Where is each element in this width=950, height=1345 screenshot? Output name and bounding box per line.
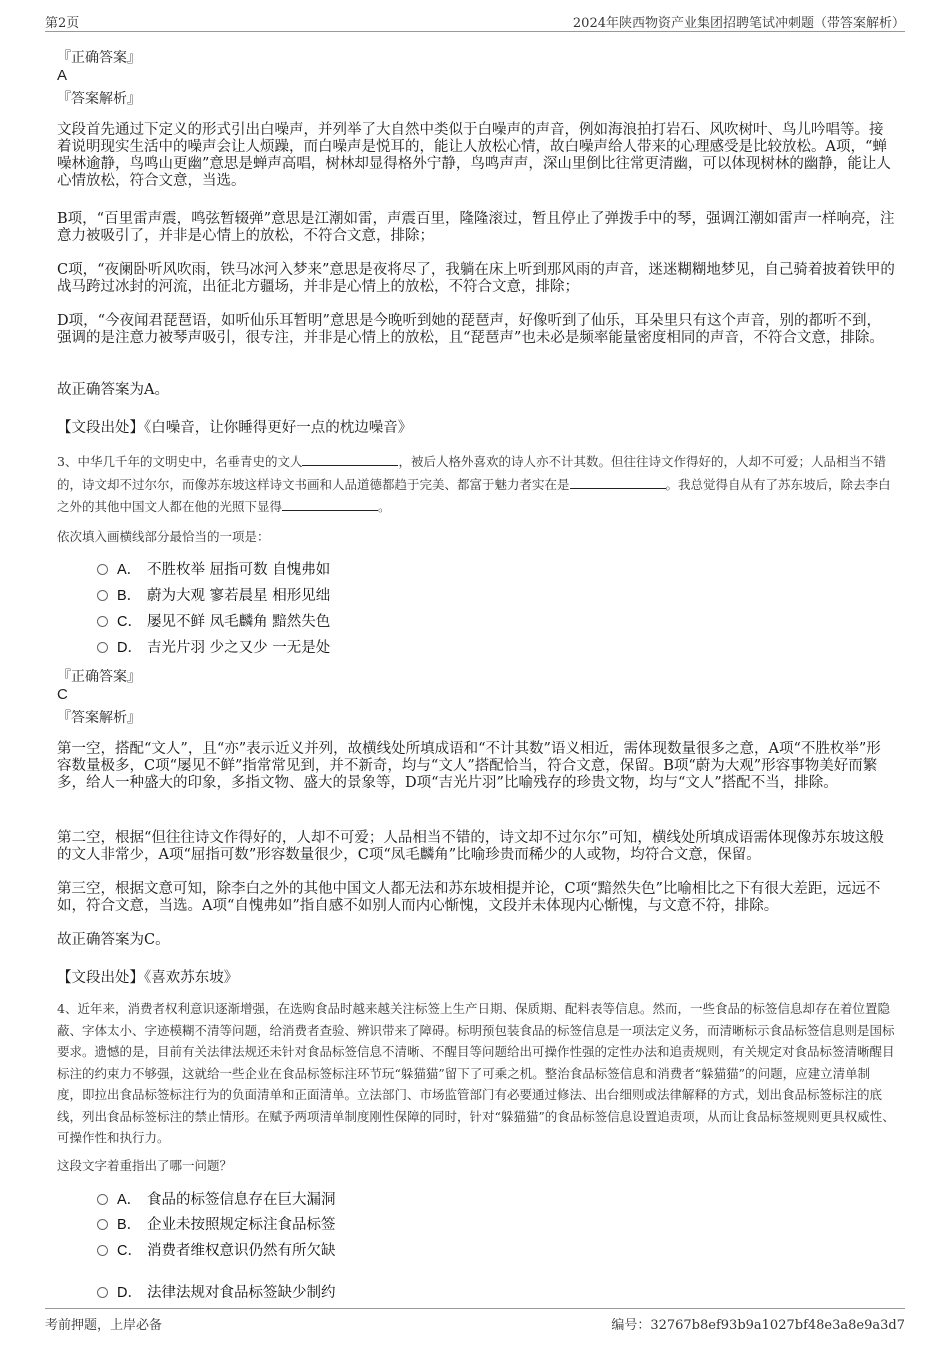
option-text: 不胜枚举 屈指可数 自愧弗如	[147, 562, 331, 578]
radio-icon[interactable]	[97, 616, 108, 627]
header-divider	[45, 31, 905, 32]
explanation-paragraph: D项，“今夜闻君琵琶语，如听仙乐耳暂明”意思是今晚听到她的琵琶声，好像听到了仙乐，耳朵里只有这个声音，别的都听不到，强调的是注意力被琴声吸引，很专注，并非是心情上的放松，且“琵琶声”也未必是频率能量密度相同的声音，不符合文意，排除。	[57, 313, 884, 346]
footer-divider	[45, 1308, 905, 1309]
correct-answer-value: A	[57, 67, 68, 84]
question-stem: 3、中华几千年的文明史中，名垂青史的文人 ，被后人格外喜欢的诗人亦不计其数。但往往诗文作得好的，人却不可爱；人品相当不错的，诗文却不过尔尔，而像苏东坡这样诗文书画和人品道德都趋于完美、都富于魅力者实在是 。我总觉得自从有了苏东坡后，除去李白之外的其他中国文人都在他的光照下显得 。	[57, 454, 891, 514]
option-d[interactable]: D． 吉光片羽 少之又少 一无是处	[97, 638, 330, 658]
passage-source: 【文段出处】《白噪音，让你睡得更好一点的枕边噪音》	[57, 420, 413, 436]
option-b[interactable]: B． 蔚为大观 寥若晨星 相形见绌	[97, 586, 330, 606]
option-b[interactable]: B． 企业未按照规定标注食品标签	[97, 1215, 336, 1235]
question-stem: 4、近年来，消费者权利意识逐渐增强，在选购食品时越来越关注标签上生产日期、保质期、配料表等信息。然而，一些食品的标签信息却存在着位置隐蔽、字体太小、字迹模糊不清等问题，给消费者查验、辨识带来了障碍。标明预包装食品的标签信息是一项法定义务，而清晰标示食品标签信息则是国标要求。遗憾的是，目前有关法律法规还未针对食品标签信息不清晰、不醒目等问题给出可操作性强的定性办法和追责规则，有关规定对食品标签清晰醒目标注的约束力不够强，这就给一些企业在食品标签标注环节玩“躲猫猫”留下了可乘之机。整治食品标签信息和消费者“躲猫猫”的问题，应建立清单制度，即拉出食品标签标注行为的负面清单和正面清单。立法部门、市场监管部门有必要通过修法、出台细则或法律解释的方式，划出食品标签标注的底线，列出食品标签标注的禁止情形。在赋予两项清单制度刚性保障的同时，针对“躲猫猫”的食品标签信息设置追责项，从而让食品标签规则更具权威性、可操作性和执行力。	[57, 1001, 895, 1145]
explanation-label: 『答案解析』	[57, 710, 141, 726]
blank-line	[570, 475, 666, 489]
option-text: 企业未按照规定标注食品标签	[147, 1217, 336, 1233]
correct-answer-value: C	[57, 686, 68, 703]
conclusion-paragraph: 故正确答案为C。	[57, 932, 170, 948]
option-d[interactable]: D． 法律法规对食品标签缺少制约	[97, 1283, 336, 1303]
option-text: 屡见不鲜 凤毛麟角 黯然失色	[147, 614, 331, 630]
explanation-paragraph: 第三空，根据文意可知，除李白之外的其他中国文人都无法和苏东坡相提并论，C项“黯然失色”比喻相比之下有很大差距，远远不如，符合文意，当选。A项“自愧弗如”指自感不如别人而内心惭愧，文段并未体现内心惭愧，与文意不符，排除。	[57, 881, 881, 914]
explanation-paragraph: 第一空，搭配“文人”，且“亦”表示近义并列，故横线处所填成语和“不计其数”语义相近，需体现数量很多之意，A项“不胜枚举”形容数量极多，C项“屡见不鲜”指常常见到，并不新奇，均与“文人”搭配恰当，符合文意，保留。B项“蔚为大观”形容事物美好而繁多，给人一种盛大的印象，多指文物、盛大的景象等，D项“吉光片羽”比喻残存的珍贵文物，均与“文人”搭配不当，排除。	[57, 741, 881, 791]
document-code: 编号：32767b8ef93b9a1027bf48e3a8e9a3d7	[611, 1318, 905, 1333]
option-text: 吉光片羽 少之又少 一无是处	[147, 640, 331, 656]
conclusion-paragraph: 故正确答案为A。	[57, 382, 169, 398]
option-a[interactable]: A． 不胜枚举 屈指可数 自愧弗如	[97, 560, 330, 580]
option-c[interactable]: C． 消费者维权意识仍然有所欠缺	[97, 1241, 336, 1261]
question-prompt: 这段文字着重指出了哪一问题？	[57, 1158, 233, 1173]
radio-icon[interactable]	[97, 1194, 108, 1205]
page-number: 第2页	[45, 16, 80, 31]
radio-icon[interactable]	[97, 1245, 108, 1256]
option-text: 蔚为大观 寥若晨星 相形见绌	[147, 588, 331, 604]
document-title: 2024年陕西物资产业集团招聘笔试冲刺题（带答案解析）	[572, 16, 905, 31]
option-text: 消费者维权意识仍然有所欠缺	[147, 1243, 336, 1259]
radio-icon[interactable]	[97, 1287, 108, 1298]
page-header	[0, 0, 950, 34]
option-a[interactable]: A． 食品的标签信息存在巨大漏洞	[97, 1190, 336, 1210]
explanation-paragraph: 文段首先通过下定义的形式引出白噪声，并列举了大自然中类似于白噪声的声音，例如海浪拍打岩石、风吹树叶、鸟儿吟唱等。接着说明现实生活中的噪声会让人烦躁，而白噪声是悦耳的，能让人放松心情，故白噪声给人带来的心理感受是比较放松。A项，“蝉噪林逾静，鸟鸣山更幽”意思是蝉声高唱，树林却显得格外宁静，鸟鸣声声，深山里倒比往常更清幽，可以体现树林的幽静，能让人心情放松，符合文意，当选。	[57, 122, 891, 189]
question-prompt: 依次填入画横线部分最恰当的一项是：	[57, 529, 270, 544]
explanation-paragraph: C项，“夜阑卧听风吹雨，铁马冰河入梦来”意思是夜将尽了，我躺在床上听到那风雨的声音，迷迷糊糊地梦见，自己骑着披着铁甲的战马跨过冰封的河流，出征北方疆场，并非是心情上的放松，不符合文意，排除；	[57, 262, 895, 295]
explanation-paragraph: 第二空，根据“但往往诗文作得好的，人却不可爱；人品相当不错的，诗文却不过尔尔”可知，横线处所填成语需体现像苏东坡这般的文人非常少，A项“屈指可数”形容数量很少，C项“凤毛麟角”比喻珍贵而稀少的人或物，均符合文意，保留。	[57, 830, 884, 863]
blank-line	[282, 497, 378, 511]
radio-icon[interactable]	[97, 564, 108, 575]
option-c[interactable]: C． 屡见不鲜 凤毛麟角 黯然失色	[97, 612, 330, 632]
explanation-paragraph: B项，“百里雷声震，鸣弦暂辍弹”意思是江潮如雷，声震百里，隆隆滚过，暂且停止了弹拨手中的琴，强调江潮如雷声一样响亮，注意力被吸引了，并非是心情上的放松，不符合文意，排除；	[57, 211, 895, 244]
radio-icon[interactable]	[97, 590, 108, 601]
correct-answer-label: 『正确答案』	[57, 50, 141, 66]
explanation-label: 『答案解析』	[57, 91, 141, 107]
passage-source: 【文段出处】《喜欢苏东坡》	[57, 970, 239, 986]
footer-slogan: 考前押题，上岸必备	[45, 1318, 163, 1333]
radio-icon[interactable]	[97, 1219, 108, 1230]
blank-line	[302, 452, 398, 466]
radio-icon[interactable]	[97, 642, 108, 653]
correct-answer-label: 『正确答案』	[57, 669, 141, 685]
page-footer	[0, 1305, 950, 1345]
option-text: 食品的标签信息存在巨大漏洞	[147, 1192, 336, 1208]
option-text: 法律法规对食品标签缺少制约	[147, 1285, 336, 1301]
